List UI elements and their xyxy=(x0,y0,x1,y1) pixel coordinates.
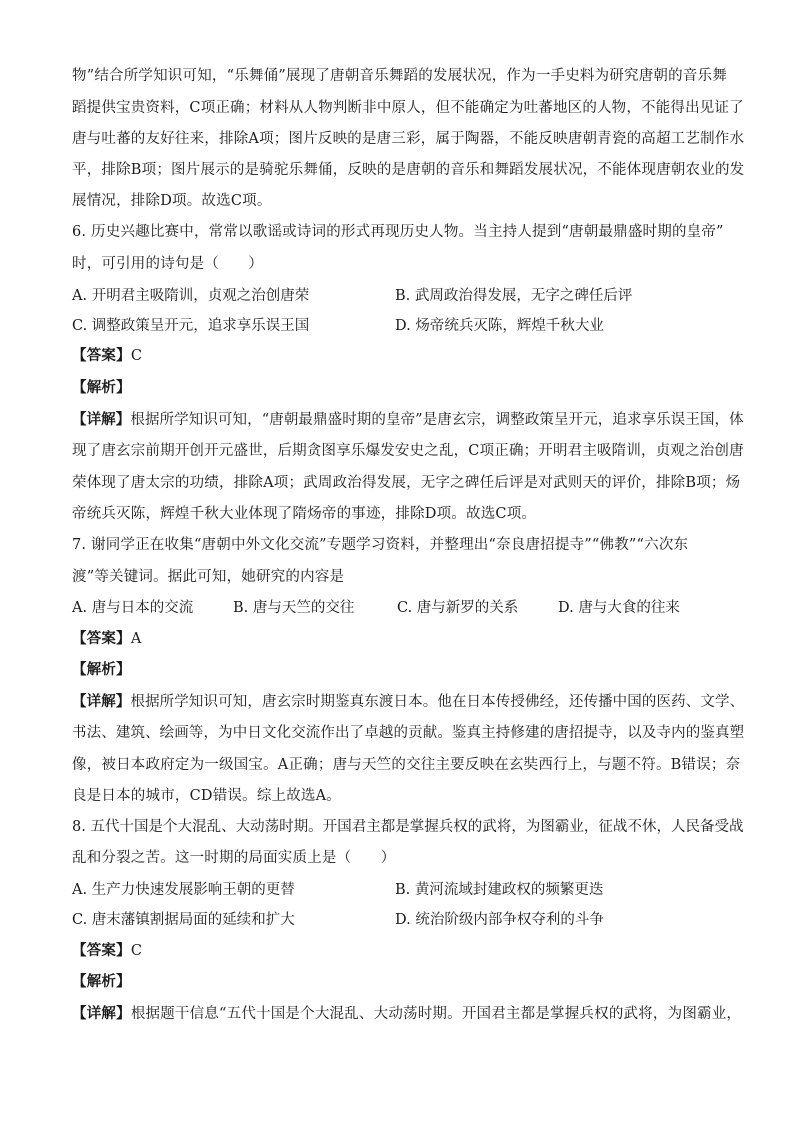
analysis-label: 【解析】 xyxy=(72,661,131,678)
paragraph-line: 唐与吐蕃的友好往来，排除A项；图片反映的是唐三彩，属于陶器，不能反映唐朝青瓷的高超工艺制作水 xyxy=(72,131,745,147)
question-6-answer xyxy=(72,346,142,366)
question-7-option-d: D. 唐与大食的往来 xyxy=(558,600,680,616)
detail-text: 根据所学知识可知，“唐朝最鼎盛时期的皇帝”是唐玄宗，调整政策呈开元，追求享乐误王国，体 xyxy=(130,412,744,428)
question-7-detail xyxy=(72,692,744,712)
question-8-option-a: A. 生产力快速发展影响王朝的更替 xyxy=(72,882,295,898)
question-8-stem: 8. 五代十国是个大混乱、大动荡时期。开国君主都是掌握兵权的武将，为图霸业，征战不休，人民备受战 xyxy=(72,819,744,835)
paragraph-line: 荣体现了唐太宗的功绩，排除A项；武周政治得发展，无字之碑任后评是对武则天的评价，排除B项；炀 xyxy=(72,475,741,491)
detail-label: 【详解】 xyxy=(72,693,131,710)
answer-value: A xyxy=(130,631,142,647)
detail-text: 根据题干信息“五代十国是个大混乱、大动荡时期。开国君主都是掌握兵权的武将，为图霸业， xyxy=(130,1006,742,1022)
question-8-answer xyxy=(72,941,142,961)
paragraph-line: 书法、建筑、绘画等，为中日文化交流作出了卓越的贡献。鉴真主持修建的唐招提寺，以及寺内的鉴真塑 xyxy=(72,725,745,741)
question-7-option-b: B. 唐与天竺的交往 xyxy=(233,600,355,616)
paragraph-line: 蹈提供宝贵资料，C项正确；材料从人物判断非中原人，但不能确定为吐蕃地区的人物，不能得出见证了 xyxy=(72,100,744,116)
detail-label: 【详解】 xyxy=(72,1005,131,1022)
answer-value: C xyxy=(130,348,143,364)
answer-label: 【答案】 xyxy=(72,347,131,364)
detail-label: 【详解】 xyxy=(72,411,131,428)
question-6-option-d: D. 炀帝统兵灭陈，辉煌千秋大业 xyxy=(395,318,604,334)
paragraph-line: 展情况，排除D项。故选C项。 xyxy=(72,193,272,209)
analysis-label: 【解析】 xyxy=(72,973,131,990)
paragraph-line: 帝统兵灭陈，辉煌千秋大业体现了隋炀帝的事迹，排除D项。故选C项。 xyxy=(72,506,537,522)
question-6-analysis-label xyxy=(72,378,131,398)
question-6-option-b: B. 武周政治得发展，无字之碑任后评 xyxy=(395,288,633,304)
question-7-answer xyxy=(72,629,141,649)
question-8-option-c: C. 唐末藩镇割据局面的延续和扩大 xyxy=(72,912,295,928)
question-7-stem: 渡”等关键词。据此可知，她研究的内容是 xyxy=(72,569,345,585)
question-8-option-b: B. 黄河流域封建政权的频繁更迭 xyxy=(395,882,604,898)
question-7-analysis-label xyxy=(72,660,131,680)
question-8-analysis-label xyxy=(72,972,131,992)
detail-text: 根据所学知识可知，唐玄宗时期鉴真东渡日本。他在日本传授佛经，还传播中国的医药、文学、 xyxy=(130,694,745,710)
question-8-stem: 乱和分裂之苦。这一时期的局面实质上是（ ） xyxy=(72,850,396,866)
paragraph-line: 物”结合所学知识可知，“乐舞俑”展现了唐朝音乐舞蹈的发展状况，作为一手史料为研究唐朝的音乐舞 xyxy=(72,68,727,84)
question-8-option-d: D. 统治阶级内部争权夺利的斗争 xyxy=(395,912,604,928)
paragraph-line: 平，排除B项；图片展示的是骑驼乐舞俑，反映的是唐朝的音乐和舞蹈发展状况，不能体现唐朝农业的发 xyxy=(72,162,745,178)
question-7-stem: 7. 谢同学正在收集“唐朝中外文化交流”专题学习资料，并整理出“奈良唐招提寺”“佛教”“六次东 xyxy=(72,537,689,553)
question-6-stem: 6. 历史兴趣比赛中，常常以歌谣或诗词的形式再现历史人物。当主持人提到“唐朝最鼎盛时期的皇帝” xyxy=(72,224,724,240)
question-7-option-c: C. 唐与新罗的关系 xyxy=(397,600,519,616)
question-6-detail xyxy=(72,410,744,430)
question-8-detail xyxy=(72,1004,741,1024)
paragraph-line: 现了唐玄宗前期开创开元盛世，后期贪图享乐爆发安史之乱，C项正确；开明君主吸隋训，贞观之治创唐 xyxy=(72,443,744,459)
answer-label: 【答案】 xyxy=(72,630,131,647)
question-6-stem: 时，可引用的诗句是（ ） xyxy=(72,256,264,272)
paragraph-line: 像，被日本政府定为一级国宝。A正确；唐与天竺的交往主要反映在玄奘西行上，与题不符。B错误；奈 xyxy=(72,757,741,773)
paragraph-line: 良是日本的城市，CD错误。综上故选A。 xyxy=(72,788,341,804)
answer-value: C xyxy=(130,943,143,959)
answer-label: 【答案】 xyxy=(72,942,131,959)
question-7-option-a: A. 唐与日本的交流 xyxy=(72,600,194,616)
question-6-option-c: C. 调整政策呈开元，追求享乐误王国 xyxy=(72,318,310,334)
question-6-option-a: A. 开明君主吸隋训，贞观之治创唐荣 xyxy=(72,288,310,304)
analysis-label: 【解析】 xyxy=(72,379,131,396)
